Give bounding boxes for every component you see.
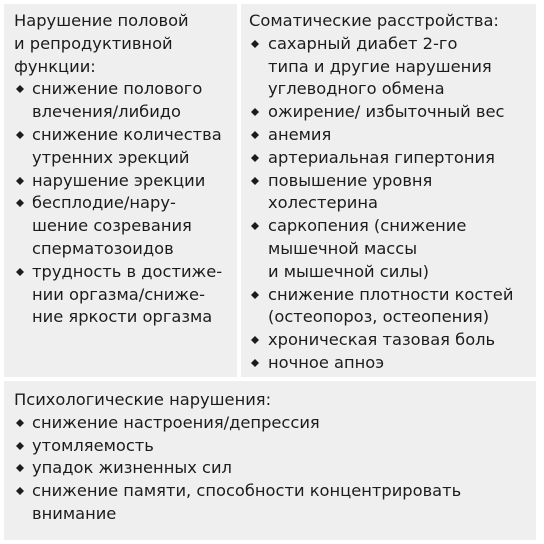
left-heading-line: Нарушение половой	[14, 11, 189, 30]
diamond-bullet-icon	[16, 85, 24, 93]
right-list-item-line: и мышечной силы)	[268, 261, 429, 281]
diamond-bullet-icon	[16, 199, 24, 207]
right-list-item-line: снижение плотности костей	[268, 284, 514, 304]
bottom-list-item-line: упадок жизненных сил	[32, 458, 232, 478]
left-list-item-line: снижение полового	[32, 79, 203, 99]
right-list-item-line: ожирение/ избыточный вес	[268, 102, 505, 122]
left-heading-line: функции:	[14, 56, 96, 76]
right-list-item-line: углеводного обмена	[268, 79, 445, 99]
diamond-bullet-icon	[16, 131, 24, 139]
left-list-item-line: нии оргазма/сниже-	[32, 284, 205, 304]
right-list-item-line: типа и другие нарушения	[268, 56, 492, 76]
right-list-item-line: хроническая тазовая боль	[268, 330, 496, 350]
left-list-item-line: нарушение эрекции	[32, 170, 206, 190]
diamond-bullet-icon	[251, 154, 259, 162]
bottom-list-item-line: утомляемость	[32, 435, 154, 455]
right-list-item-line: повышение уровня	[268, 170, 433, 190]
diamond-bullet-icon	[16, 487, 24, 495]
diamond-bullet-icon	[16, 419, 24, 427]
bottom-list-item-line: внимание	[32, 504, 117, 523]
diamond-bullet-icon	[251, 108, 259, 116]
diamond-bullet-icon	[251, 222, 259, 230]
right-heading-line: Соматические расстройства:	[249, 11, 499, 30]
left-heading-line: и репродуктивной	[14, 33, 173, 53]
diamond-bullet-icon	[251, 359, 259, 367]
left-list-item-line: ние яркости оргазма	[32, 307, 213, 327]
left-list-item-line: утренних эрекций	[32, 147, 190, 167]
diamond-bullet-icon	[16, 464, 24, 472]
bottom-list-item-line: снижение настроения/депрессия	[32, 412, 320, 432]
diamond-bullet-icon	[16, 268, 24, 276]
diamond-bullet-icon	[251, 131, 259, 139]
left-list-item-line: снижение количества	[32, 125, 222, 144]
right-list-item-line: артериальная гипертония	[268, 147, 495, 167]
left-list-item-line: шение созревания	[32, 216, 192, 236]
left-list-item-line: трудность в достиже-	[32, 261, 223, 281]
right-list-item-line: мышечной массы	[268, 239, 418, 258]
diamond-bullet-icon	[251, 40, 259, 48]
diamond-bullet-icon	[251, 291, 259, 299]
bottom-list-item-line: снижение памяти, способности концентрировать	[32, 481, 462, 501]
diamond-bullet-icon	[251, 177, 259, 185]
left-list-item-line: влечения/либидо	[32, 102, 181, 122]
right-list-item-line: саркопения (снижение	[268, 216, 467, 236]
right-list-item-line: (остеопороз, остеопения)	[268, 307, 490, 327]
bottom-heading-line: Психологические нарушения:	[14, 390, 272, 409]
right-list-item-line: ночное апноэ	[268, 353, 385, 372]
diamond-bullet-icon	[16, 442, 24, 450]
right-list-item-line: холестерина	[268, 193, 379, 213]
diamond-bullet-icon	[16, 177, 24, 185]
left-list-item-line: сперматозоидов	[32, 239, 174, 258]
right-list-item-line: сахарный диабет 2-го	[268, 33, 458, 53]
left-list-item-line: бесплодие/нару-	[32, 193, 176, 213]
diamond-bullet-icon	[251, 336, 259, 344]
right-list-item-line: анемия	[268, 125, 332, 144]
